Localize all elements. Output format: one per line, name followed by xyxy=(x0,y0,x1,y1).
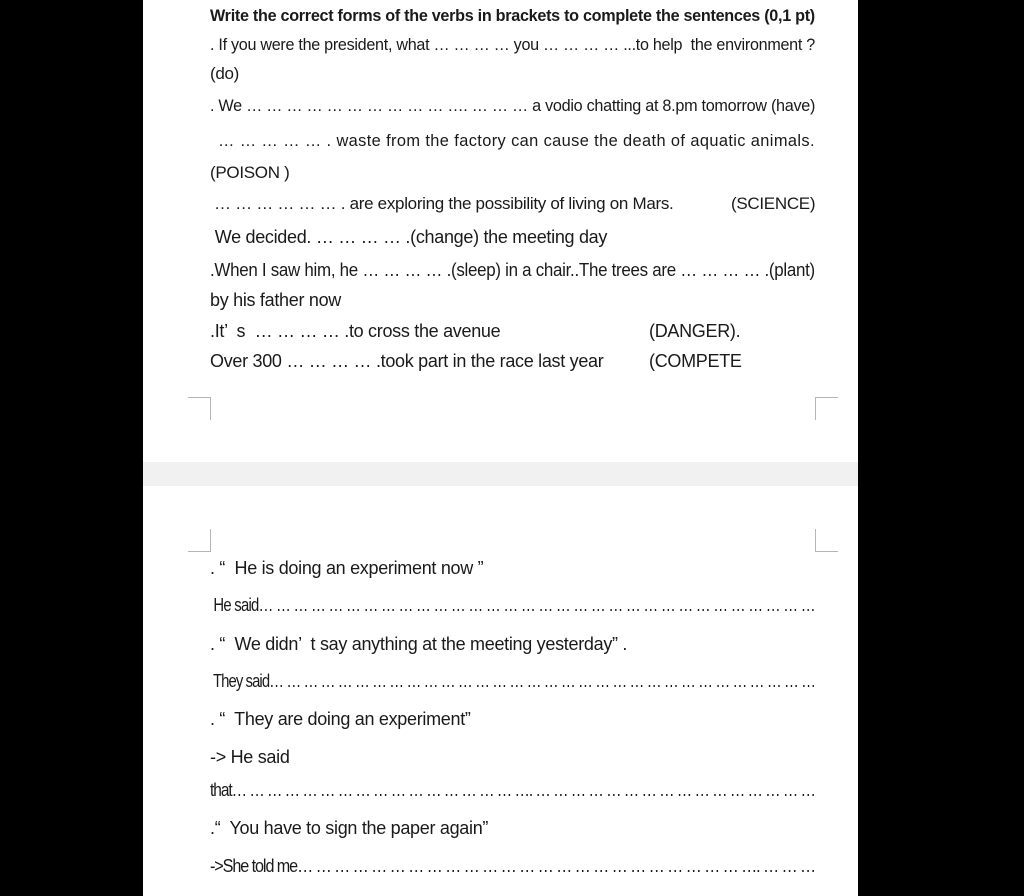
r2-answer-text: They said… … … … … … … … … … … … … … … … … … … … … … … … … … … … … … … … xyxy=(210,671,816,691)
crop-mark-top-right xyxy=(815,529,838,552)
q7-hint-text: (DANGER). xyxy=(649,321,741,341)
question-4 xyxy=(214,194,814,214)
question-6-line-2 xyxy=(210,290,814,311)
q1-text: . If you were the president, what … … … … you … … … … ...to help the environment ? xyxy=(210,35,815,54)
q1-hint: (do) xyxy=(210,64,240,83)
question-8-hint xyxy=(649,351,742,372)
question-2 xyxy=(210,96,816,116)
q8-hint-text: (COMPETE xyxy=(649,351,742,371)
r1-quote-text: . “ He is doing an experiment now ” xyxy=(210,558,484,578)
q4-text: … … … … … … . are exploring the possibility of living on Mars. xyxy=(214,194,674,213)
question-5 xyxy=(210,227,814,248)
reported-4-quote xyxy=(210,818,814,839)
q4-hint-text: (SCIENCE) xyxy=(731,194,816,213)
reported-4-answer xyxy=(210,856,816,877)
question-7-hint xyxy=(649,321,740,342)
question-1-line-2 xyxy=(210,64,814,84)
r3-arrow-text: -> He said xyxy=(210,747,290,767)
question-3-line-1 xyxy=(218,131,815,151)
reported-1-answer xyxy=(210,595,815,616)
crop-mark-bottom-right xyxy=(815,397,838,420)
r4-quote-text: .“ You have to sign the paper again” xyxy=(210,818,489,838)
exercise-heading xyxy=(210,6,815,26)
q3-hint: (POISON ) xyxy=(210,163,290,182)
q2-text: . We … … … … … … … … … … …. … … … a vodio chatting at 8.pm tomorrow (have) xyxy=(210,96,816,115)
question-1-line-1 xyxy=(210,35,815,55)
crop-mark-bottom-left xyxy=(188,397,211,420)
q7-text: .It’ s … … … … .to cross the avenue xyxy=(210,321,501,341)
q6-text-cont: by his father now xyxy=(210,290,341,310)
heading-text: Write the correct forms of the verbs in brackets to complete the sentences (0,1 pt) xyxy=(210,6,815,25)
q5-text: We decided. … … … … .(change) the meeting day xyxy=(210,227,608,247)
page-gap xyxy=(143,462,858,486)
q6-text: .When I saw him, he … … … … .(sleep) in a chair..The trees are … … … … .(plant) xyxy=(210,260,815,280)
r3-quote-text: . “ They are doing an experiment” xyxy=(210,709,471,729)
r1-answer-text: He said… … … … … … … … … … … … … … … … … … … … … … … … … … … … … … … … xyxy=(210,595,815,615)
r4-answer-text: ->She told me… … … … … … … … … … … … … … … … … … … … … … … … …. … … … xyxy=(210,856,816,876)
crop-mark-top-left xyxy=(188,529,211,552)
reported-3-answer xyxy=(210,780,815,801)
reported-2-answer xyxy=(210,671,816,692)
r3-answer-text: that… … … … … … … … … … … … … … … … …. … … … … … … … … … … … … … … … … xyxy=(210,780,815,800)
question-4-hint xyxy=(731,194,815,214)
reported-3-arrow xyxy=(210,747,814,768)
reported-2-quote xyxy=(210,634,814,655)
question-6-line-1 xyxy=(210,260,815,281)
q8-text: Over 300 … … … … .took part in the race last year xyxy=(210,351,604,371)
r2-quote-text: . “ We didn’ t say anything at the meeting yesterday” . xyxy=(210,634,628,654)
reported-1-quote xyxy=(210,558,814,579)
reported-3-quote xyxy=(210,709,814,730)
q3-text: … … … … … . waste from the factory can cause the death of aquatic animals. xyxy=(218,131,815,150)
question-3-line-2 xyxy=(210,163,814,183)
